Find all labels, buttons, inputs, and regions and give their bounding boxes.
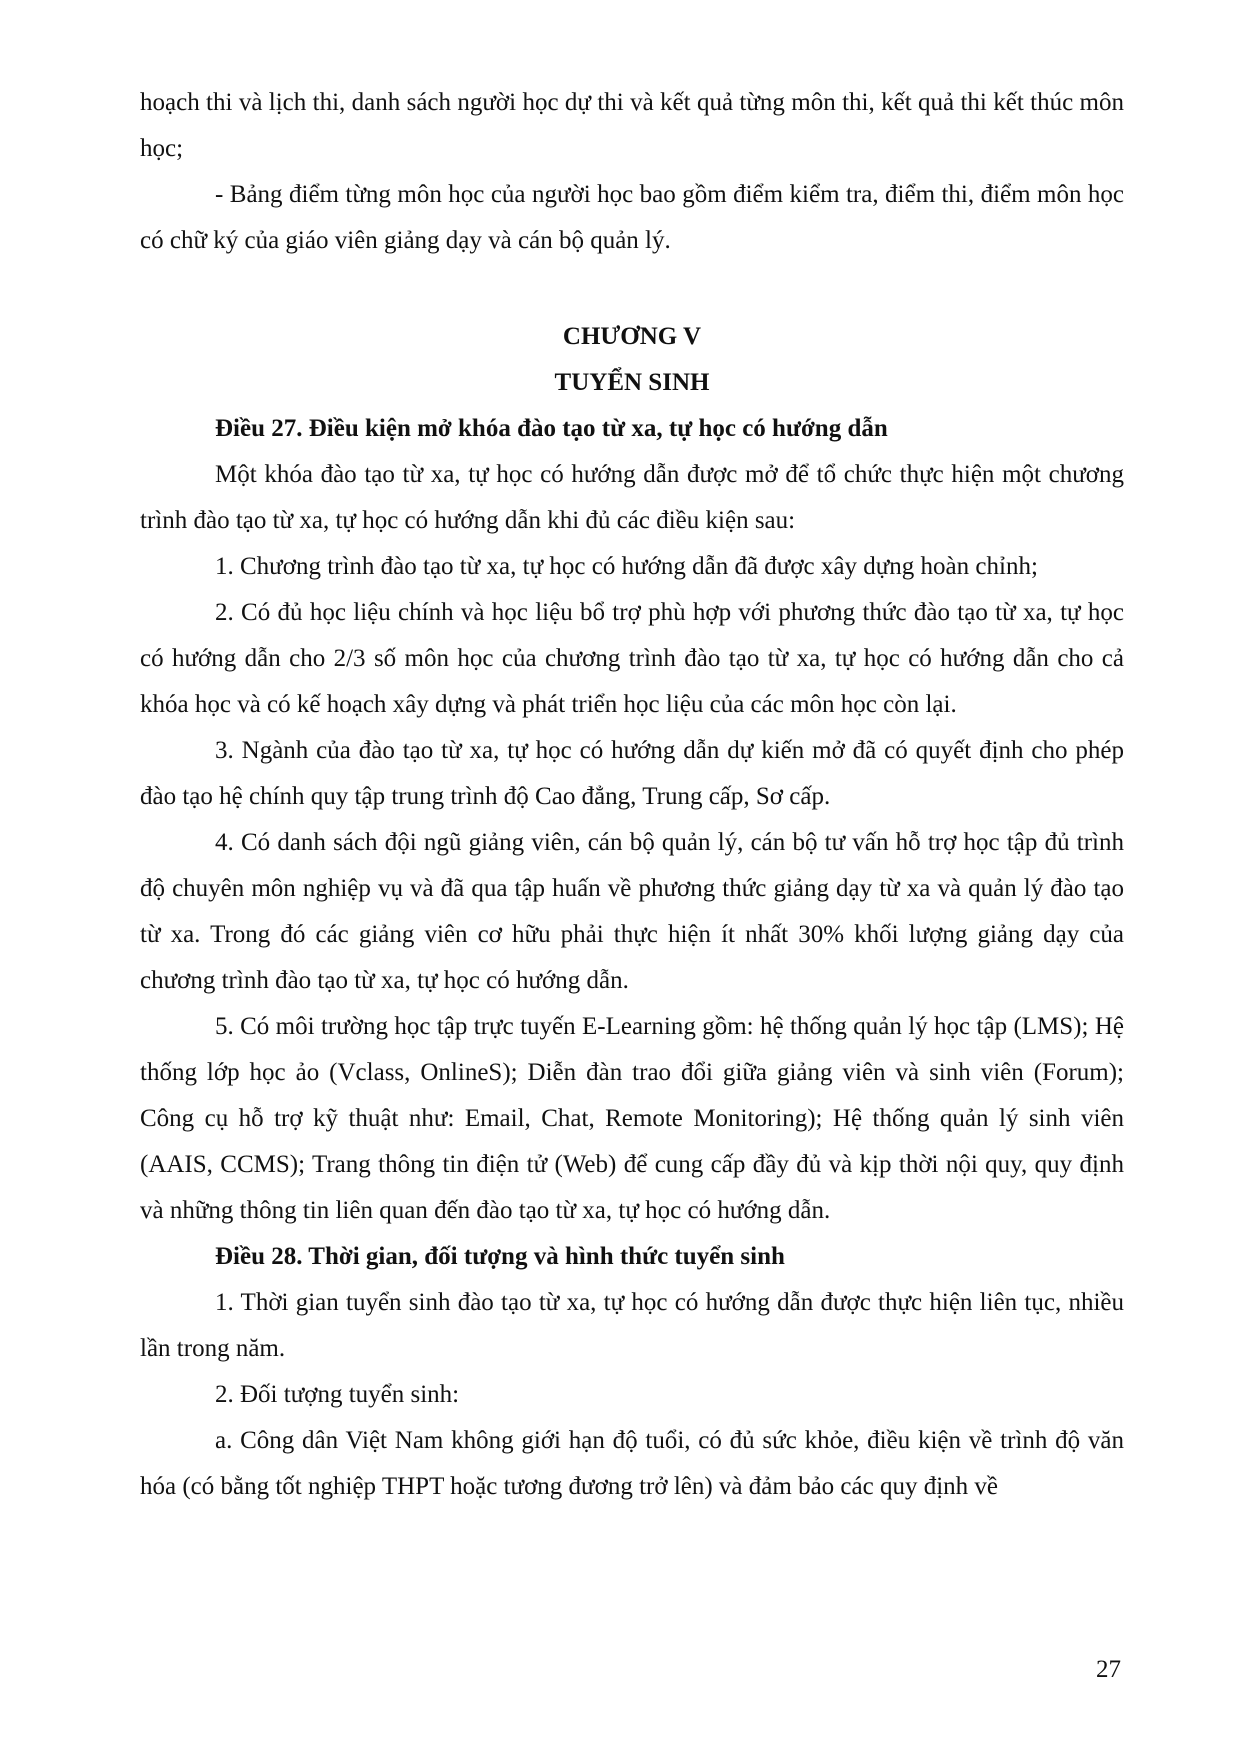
- article-28-item-2: 2. Đối tượng tuyển sinh:: [215, 1381, 460, 1408]
- article-28-title: Điều 28. Thời gian, đối tượng và hình thức tuyển sinh: [215, 1243, 785, 1270]
- article-27-title: Điều 27. Điều kiện mở khóa đào tạo từ xa, tự học có hướng dẫn: [215, 415, 888, 442]
- article-28-item-1: 1. Thời gian tuyển sinh đào tạo từ xa, tự học có hướng dẫn được thực hiện liên tục, nhiều lần trong năm.: [140, 1289, 1124, 1362]
- article-28-item-2a: a. Công dân Việt Nam không giới hạn độ tuổi, có đủ sức khỏe, điều kiện về trình độ văn hóa (có bằng tốt nghiệp THPT hoặc tương đương trở lên) và đảm bảo các quy định về: [140, 1427, 1124, 1500]
- article-27-intro: Một khóa đào tạo từ xa, tự học có hướng dẫn được mở để tổ chức thực hiện một chương trình đào tạo từ xa, tự học có hướng dẫn khi đủ các điều kiện sau:: [140, 461, 1124, 534]
- article-27-item-5: 5. Có môi trường học tập trực tuyến E-Learning gồm: hệ thống quản lý học tập (LMS); Hệ thống lớp học ảo (Vclass, OnlineS); Diễn đàn trao đổi giữa giảng viên và sinh viên (Forum); Công cụ hỗ trợ kỹ thuật như: Email, Chat, Remote Monitoring); Hệ thống quản lý sinh viên (AAIS, CCMS); Trang thông tin điện tử (Web) để cung cấp đầy đủ và kịp thời nội quy, quy định và những thông tin liên quan đến đào tạo từ xa, tự học có hướng dẫn.: [140, 1013, 1124, 1224]
- paragraph-continuation: hoạch thi và lịch thi, danh sách người học dự thi và kết quả từng môn thi, kết quả thi kết thúc môn học;: [140, 89, 1124, 162]
- paragraph-grade-table: - Bảng điểm từng môn học của người học bao gồm điểm kiểm tra, điểm thi, điểm môn học có chữ ký của giáo viên giảng dạy và cán bộ quản lý.: [140, 181, 1124, 254]
- chapter-number: CHƯƠNG V: [562, 323, 702, 350]
- article-27-item-4: 4. Có danh sách đội ngũ giảng viên, cán bộ quản lý, cán bộ tư vấn hỗ trợ học tập đủ trình độ chuyên môn nghiệp vụ và đã qua tập huấn về phương thức giảng dạy từ xa và quản lý đào tạo từ xa. Trong đó các giảng viên cơ hữu phải thực hiện ít nhất 30% khối lượng giảng dạy của chương trình đào tạo từ xa, tự học có hướng dẫn.: [140, 829, 1124, 994]
- chapter-title: TUYỂN SINH: [554, 369, 710, 396]
- page-number: 27: [1096, 1656, 1121, 1683]
- chapter-heading: [140, 314, 1124, 406]
- article-27-item-1: 1. Chương trình đào tạo từ xa, tự học có hướng dẫn đã được xây dựng hoàn chỉnh;: [215, 553, 1038, 580]
- article-27-item-3: 3. Ngành của đào tạo từ xa, tự học có hướng dẫn dự kiến mở đã có quyết định cho phép đào tạo hệ chính quy tập trung trình độ Cao đẳng, Trung cấp, Sơ cấp.: [140, 737, 1124, 810]
- document-page: [140, 80, 1124, 1510]
- article-27-item-2: 2. Có đủ học liệu chính và học liệu bổ trợ phù hợp với phương thức đào tạo từ xa, tự học có hướng dẫn cho 2/3 số môn học của chương trình đào tạo từ xa, tự học có hướng dẫn cho cả khóa học và có kế hoạch xây dựng và phát triển học liệu của các môn học còn lại.: [140, 599, 1124, 718]
